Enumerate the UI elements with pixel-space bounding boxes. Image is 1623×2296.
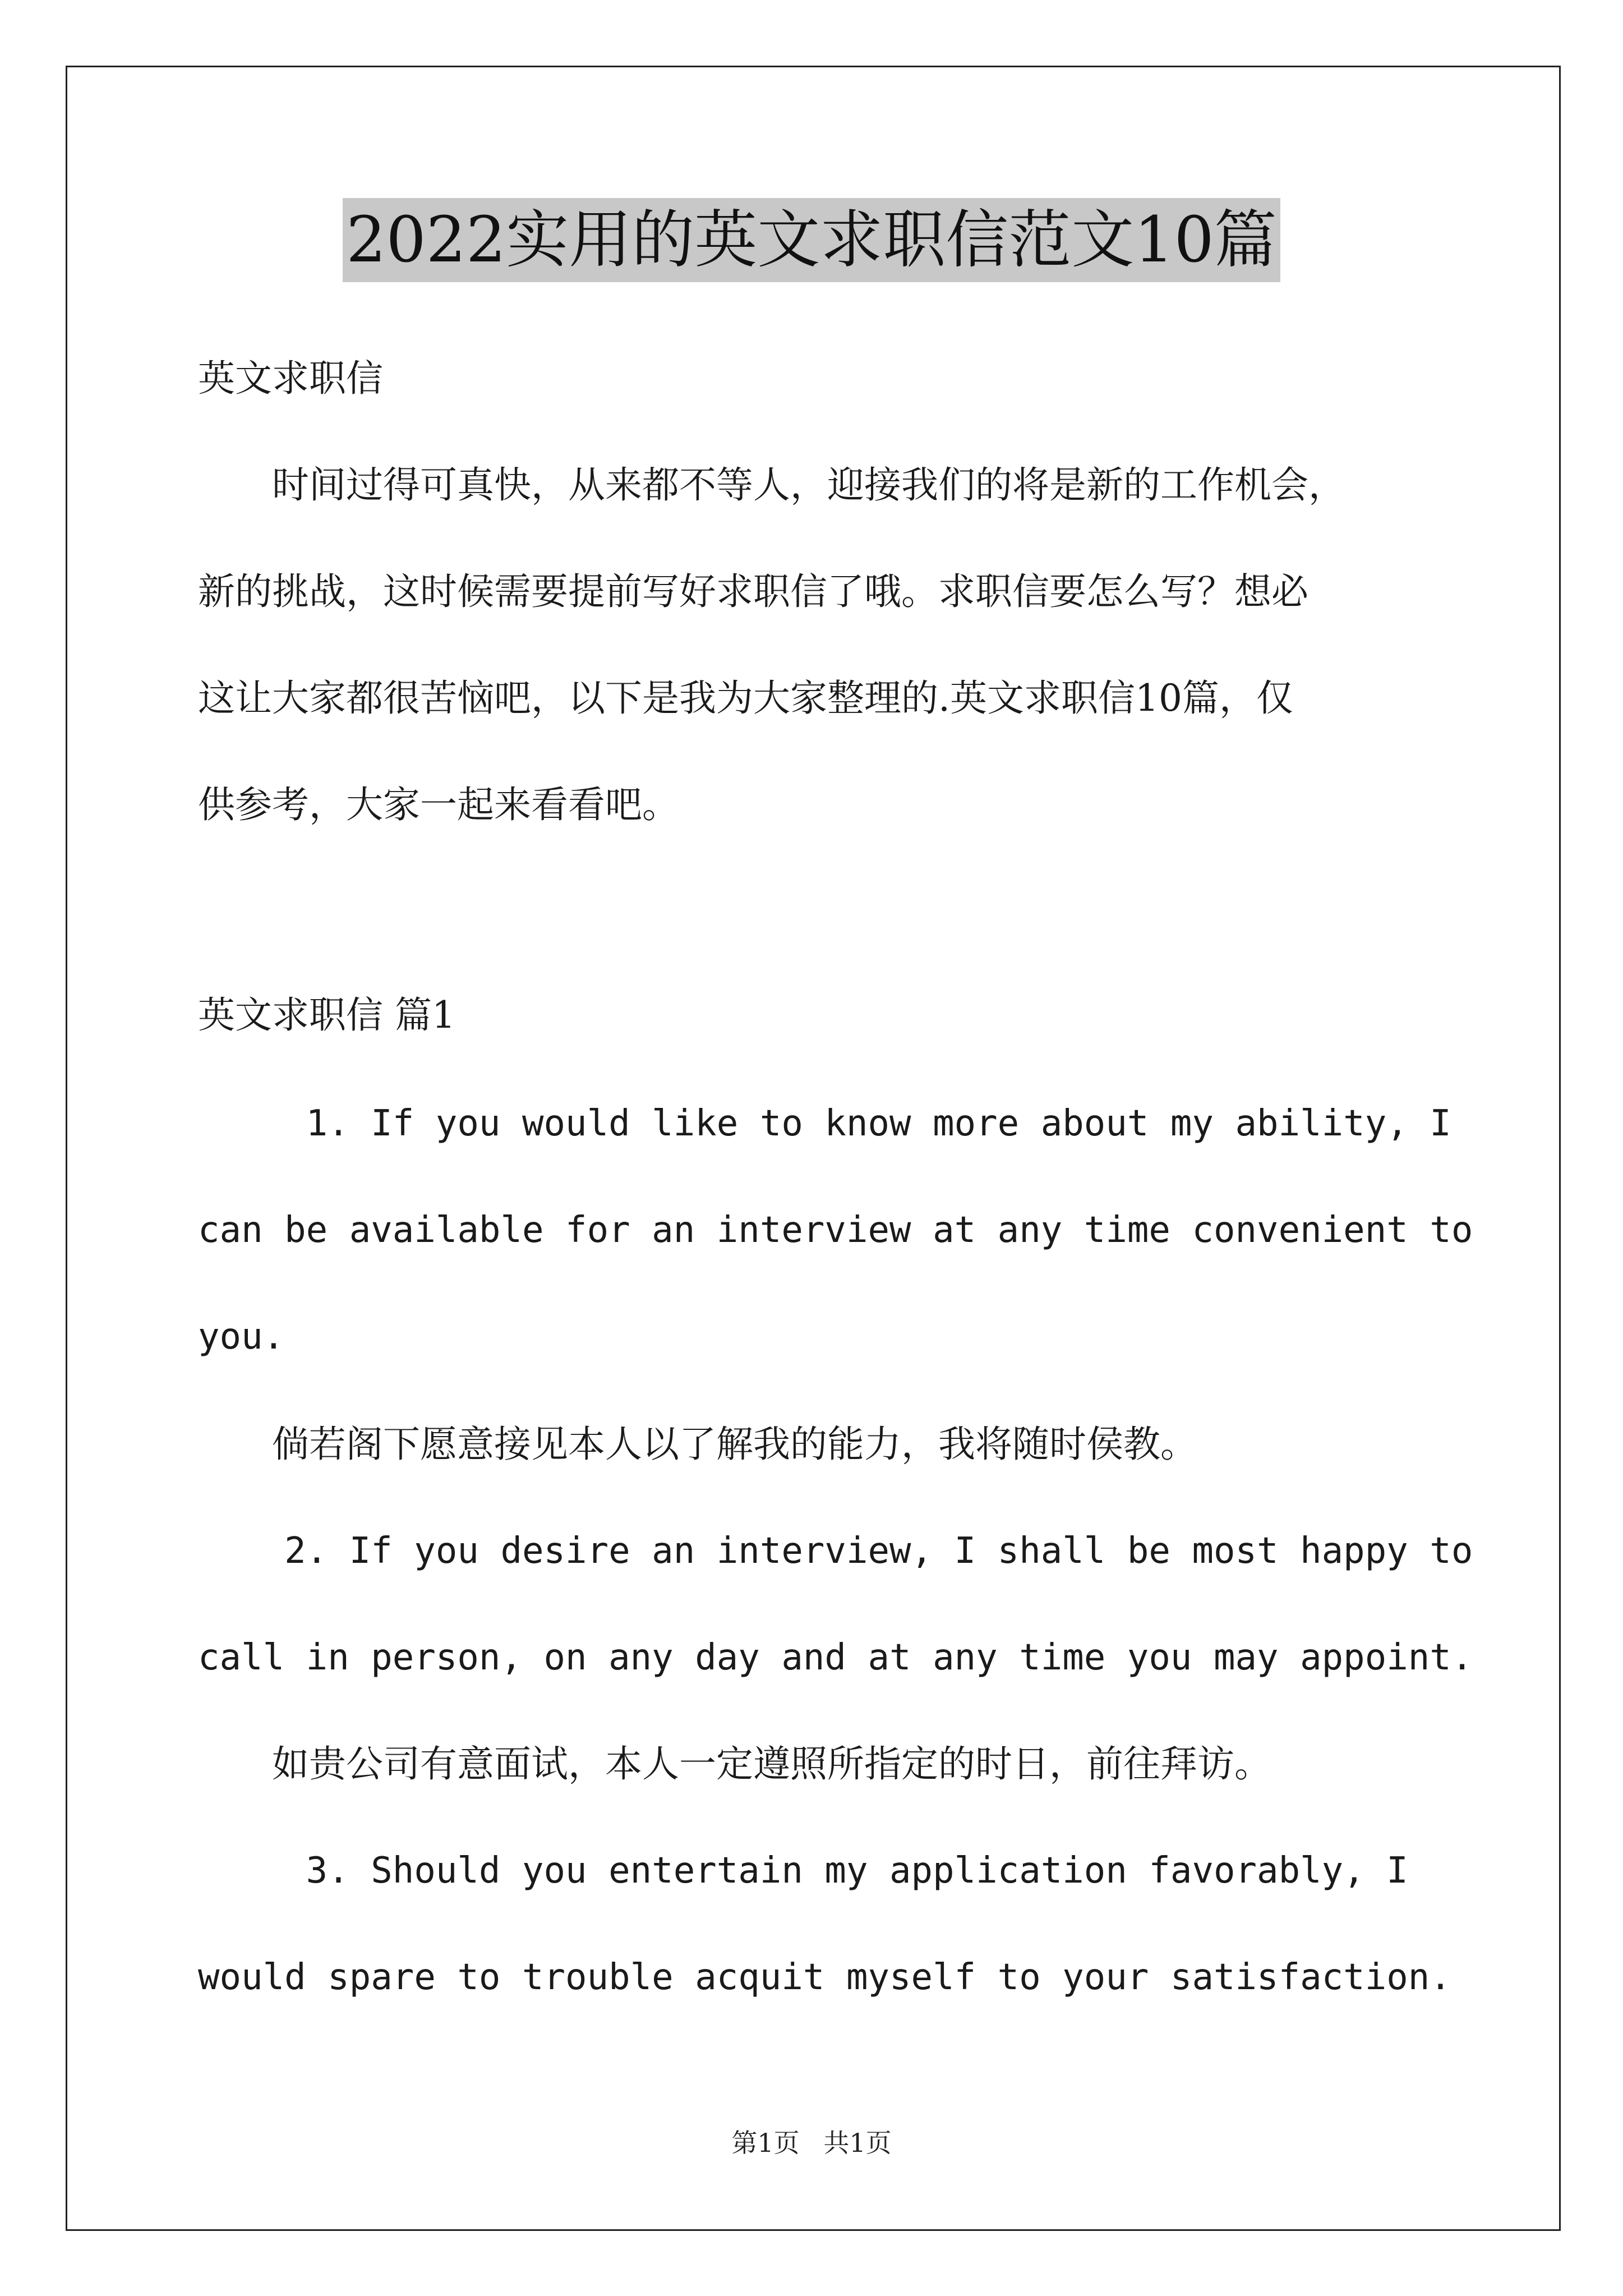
intro-line-4: 供参考，大家一起来看看吧。	[198, 783, 679, 826]
item-2-en-line-1: 2. If you desire an interview, I shall be most happy to	[198, 1530, 1473, 1572]
item-1-en-line-1: 1. If you would like to know more about my ability, I	[198, 1103, 1451, 1144]
intro-line-3: 这让大家都很苦恼吧，以下是我为大家整理的.英文求职信10篇，仅	[198, 677, 1293, 720]
item-2-en-line-2: call in person, on any day and at any time you may appoint.	[198, 1637, 1473, 1678]
item-3-en-line-1: 3. Should you entertain my application favorably, I	[198, 1850, 1408, 1892]
intro-heading: 英文求职信	[198, 357, 383, 400]
intro-line-2: 新的挑战，这时候需要提前写好求职信了哦。求职信要怎么写？想必	[198, 570, 1308, 613]
page-total-label: 共1页	[823, 2128, 892, 2158]
page-number-label: 第1页	[731, 2128, 800, 2158]
item-2-zh: 如贵公司有意面试，本人一定遵照所指定的时日，前往拜访。	[198, 1742, 1271, 1786]
item-1-en-line-3: you.	[198, 1316, 285, 1358]
item-1-en-line-2: can be available for an interview at any time convenient to	[198, 1209, 1473, 1251]
item-3-en-line-2: would spare to trouble acquit myself to your satisfaction.	[198, 1957, 1451, 1998]
item-1-zh: 倘若阁下愿意接见本人以了解我的能力，我将随时侯教。	[198, 1423, 1197, 1466]
section-heading: 英文求职信 篇1	[198, 993, 455, 1037]
document-title: 2022实用的英文求职信范文10篇	[343, 198, 1280, 282]
page-footer	[0, 2126, 1623, 2160]
intro-line-1: 时间过得可真快，从来都不等人，迎接我们的将是新的工作机会，	[198, 463, 1345, 507]
title-wrap	[0, 198, 1623, 282]
